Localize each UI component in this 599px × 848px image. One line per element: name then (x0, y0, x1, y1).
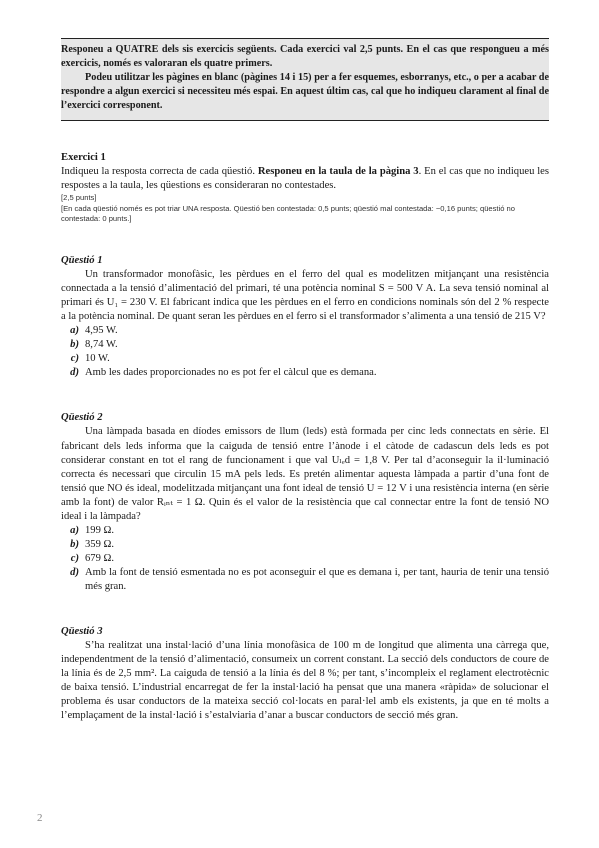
exercise-1-title: Exercici 1 (61, 152, 106, 163)
question-3-title: Qüestió 3 (61, 625, 103, 637)
question-1-option-a: a) 4,95 W. (70, 324, 118, 336)
question-1-options (61, 324, 549, 380)
question-2-option-b: b) 359 Ω. (70, 539, 115, 551)
exercise-1-statement (61, 165, 549, 193)
exercise-1-scoring: [En cada qüestió només es pot triar UNA resposta. Qüestió ben contestada: 0,5 punts; qüestió mal contestada: −0,16 punts; qüestió no contestada: 0 punts.] (61, 203, 516, 224)
instructions-paragraph-2: Podeu utilitzar les pàgines en blanc (pàgines 14 i 15) per a fer esquemes, esborranys, etc., o per a acabar de respondre a algun exercici si necessiteu més espai. En aquest últim cas, cal que ho indiqueu clarament al final de l’exercici corresponent. (61, 72, 549, 111)
question-2-options (61, 524, 549, 594)
question-1-option-b: b) 8,74 W. (70, 339, 118, 351)
question-2-title: Qüestió 2 (61, 412, 103, 424)
exercise-1-text-bold: Responeu en la taula de la pàgina 3 (257, 166, 419, 178)
question-3-text: S’ha realitzat una instal·lació d’una línia monofàsica de 100 m de longitud que alimenta una càrrega que, independentment de la tensió d’alimentació, consumeix un corrent constant. La secció dels conductors de coure de la línia és de 2,5 mm². La caiguda de tensió a la línia és del 8 %; per tant, s’incompleix el reglament electrotècnic de baixa tensió. L’industrial encarregat de fer la instal·lació ha pensat que una manera «ràpida» de solucionar el problema és usar conductors de la mateixa secció col·locats en paral·lel amb els existents, ja que en té molts a l’emplaçament de la instal·lació i s’estalviaria d’anar a buscar conductors de secció més gran. (61, 639, 549, 722)
question-2-option-c: c) 679 Ω. (70, 553, 115, 565)
question-2-text: Una làmpada basada en díodes emissors de llum (leds) està formada per cinc leds connectats en sèrie. El fabricant dels leds informa que la caiguda de tensió entre l’ànode i el càtode de cadascun dels leds es pot considerar constant en tot el rang de funcionament i que val Uₗₑd = 1,8 V. Per tal d’aconseguir la il·luminació correcta és necessari que circulin 15 mA pels leds. Es pretén alimentar aquesta làmpada a partir d’una font de tensió que NO és ideal, modelitzada mitjançant una font ideal de tensió U = 12 V i una resistència interna (en sèrie amb la font) de valor Rᵢₙₜ = 1 Ω. Quin és el valor de la resistència que cal connectar entre la font de tensió NO ideal i la làmpada? (61, 426, 549, 522)
instructions-box (61, 38, 549, 121)
exercise-1-points: [2,5 punts] (61, 193, 97, 203)
question-1-text: Un transformador monofàsic, les pèrdues en el ferro del qual es modelitzen mitjançant una resistència connectada a la tensió d’alimentació del primari, té una potència nominal S = 500 V A. La seva tensió nominal al primari és U₁ = 230 V. El fabricant indica que les pèrdues en el ferro en condicions nominals són del 2 % respecte a la potència nominal. De quant seran les pèrdues en el ferro si el transformador s’alimenta a una tensió de 215 V? (61, 268, 549, 322)
question-2-option-a: a) 199 Ω. (70, 525, 115, 537)
question-1-option-c: c) 10 W. (70, 353, 110, 365)
exercise-1-text-part-a: Indiqueu la resposta correcta de cada qüestió. (61, 166, 258, 178)
exam-content (61, 151, 549, 723)
exercise-1-text-part-c: . En el cas que no indiqueu les respostes a la taula, les qüestions es consideraran no contestades. (61, 166, 549, 192)
question-1-option-d: d) Amb les dades proporcionades no es pot fer el càlcul que es demana. (70, 367, 377, 379)
question-2-option-d: d) Amb la font de tensió esmentada no es pot aconseguir el que es demana i, per tant, hauria de tenir una tensió més gran. (70, 567, 549, 593)
instructions-paragraph-1: Responeu a QUATRE dels sis exercicis següents. Cada exercici val 2,5 punts. En el cas que respongueu a més exercicis, només es valoraran els quatre primers. (61, 44, 549, 69)
page-number: 2 (37, 812, 43, 824)
question-1-title: Qüestió 1 (61, 254, 103, 266)
